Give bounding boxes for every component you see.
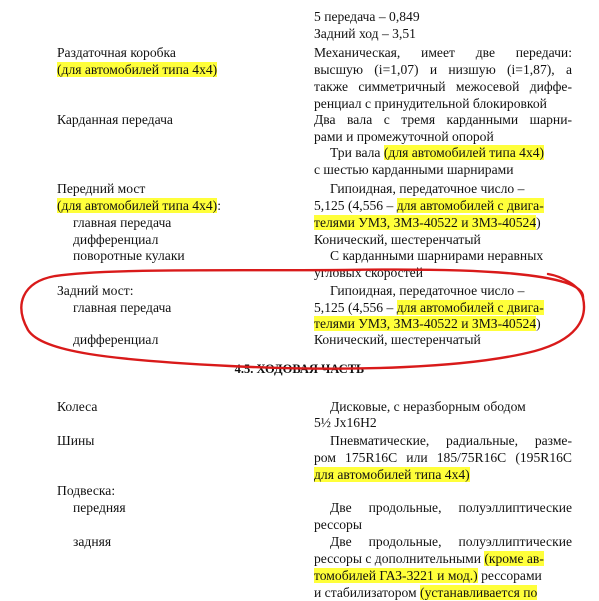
highlight: (устанавливается по [420, 585, 538, 600]
spec-line: 5½ Jx16H2 [314, 415, 377, 430]
text: рессоры с дополнительными [314, 551, 485, 566]
row-sublabel: главная передача [73, 300, 172, 315]
row-sublabel: передняя [73, 500, 126, 515]
spec-line [330, 144, 544, 161]
highlight: томобилей ГАЗ-3221 и мод.) [314, 568, 478, 583]
row-label-suspension: Подвеска: [57, 483, 116, 498]
row-sublabel: дифференциал [73, 332, 159, 347]
row-label-tires: Шины [57, 433, 95, 448]
highlight: для автомобилей с двига- [396, 300, 544, 315]
spec-line: также симметричный межосевой диффе- [314, 79, 572, 94]
spec-line: Гипоидная, передаточное число – [330, 181, 525, 196]
spec-line: 5 передача – 0,849 [314, 9, 420, 24]
highlight: телями УМЗ, ЗМЗ-40522 и ЗМЗ-40524 [314, 316, 537, 331]
spec-line: Дисковые, с неразборным ободом [330, 399, 526, 414]
row-sublabel: дифференциал [73, 232, 159, 247]
text: : [217, 198, 221, 213]
text: ) [536, 316, 541, 331]
row-note [57, 197, 221, 214]
highlight: (для автомобилей типа 4x4) [57, 198, 218, 213]
highlight: для автомобилей с двига- [396, 198, 544, 213]
spec-line: Задний ход – 3,51 [314, 26, 416, 41]
row-note [57, 61, 217, 78]
text: рессорами [477, 568, 542, 583]
spec-line [314, 466, 470, 483]
highlight: (для автомобилей типа 4x4) [383, 145, 545, 160]
text: 5,125 (4,556 – [314, 300, 397, 315]
spec-line: с шестью карданными шарнирами [314, 162, 514, 177]
spec-line [314, 567, 542, 584]
section-heading: 4.5. ХОДОВАЯ ЧАСТЬ [234, 362, 365, 376]
highlight: (для автомобилей типа 4x4) [57, 62, 218, 77]
spec-line: рами и промежуточной опорой [314, 129, 494, 144]
row-sublabel: поворотные кулаки [73, 248, 185, 263]
spec-line [314, 550, 544, 567]
text: и стабилизатором [314, 585, 421, 600]
highlight: для автомобилей типа 4x4) [314, 467, 470, 482]
highlight: телями УМЗ, ЗМЗ-40522 и ЗМЗ-40524 [314, 215, 537, 230]
spec-line: ром 175R16C или 185/75R16C (195R16C [314, 450, 572, 465]
spec-line: Конический, шестеренчатый [314, 232, 481, 247]
spec-line: высшую (i=1,07) и низшую (i=1,87), а [314, 62, 572, 77]
row-sublabel: главная передача [73, 215, 172, 230]
spec-line: Пневматические, радиальные, разме- [330, 433, 572, 448]
spec-line: С карданными шарнирами неравных [330, 248, 544, 263]
row-label-wheels: Колеса [57, 399, 98, 414]
spec-line [314, 214, 541, 231]
spec-line: Гипоидная, передаточное число – [330, 283, 525, 298]
spec-line [314, 197, 544, 214]
spec-line [314, 584, 537, 601]
spec-line: Две продольные, полуэллиптические [330, 500, 572, 515]
text: Три вала [330, 145, 384, 160]
spec-line: Два вала с тремя карданными шарни- [314, 112, 572, 127]
highlight: (кроме ав- [484, 551, 544, 566]
spec-line [314, 299, 544, 316]
row-label-rear-axle: Задний мост: [57, 283, 134, 298]
text: ) [536, 215, 541, 230]
spec-line: Механическая, имеет две передачи: [314, 45, 572, 60]
spec-line: угловых скоростей [314, 265, 423, 280]
row-sublabel: задняя [73, 534, 112, 549]
row-label-transfer-case: Раздаточная коробка [57, 45, 176, 60]
row-label-front-axle: Передний мост [57, 181, 146, 196]
spec-line: Две продольные, полуэллиптические [330, 534, 572, 549]
text: 5,125 (4,556 – [314, 198, 397, 213]
spec-line: ренциал с принудительной блокировкой [314, 96, 547, 111]
spec-line [314, 315, 541, 332]
spec-line: рессоры [314, 517, 362, 532]
spec-line: Конический, шестеренчатый [314, 332, 481, 347]
row-label-driveshaft: Карданная передача [57, 112, 173, 127]
